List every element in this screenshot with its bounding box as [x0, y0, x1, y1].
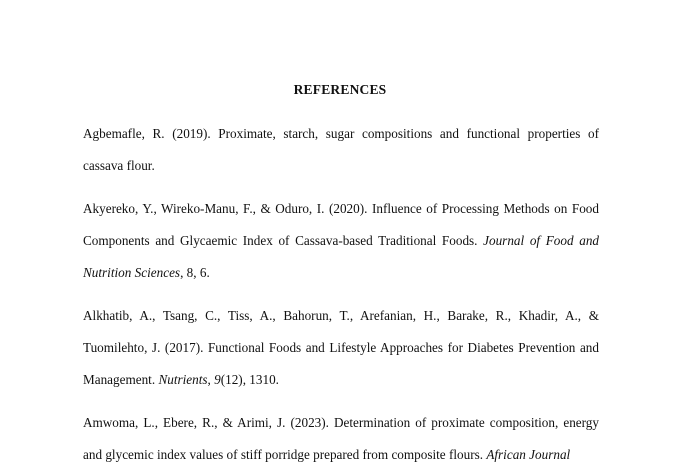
- reference-list: [83, 118, 599, 471]
- reference-entry: [83, 407, 599, 471]
- journal-title: Nutrients: [158, 372, 208, 387]
- journal-title: African Journal: [486, 447, 571, 462]
- references-heading: REFERENCES: [293, 82, 387, 97]
- reference-entry: [83, 193, 599, 289]
- reference-separator: ,: [207, 372, 215, 387]
- reference-text: Agbemafle, R. (2019). Proximate, starch, sugar compositions and functional properties of cassava flour.: [83, 126, 599, 173]
- volume-number: 9: [214, 372, 221, 387]
- reference-entry: [83, 118, 599, 182]
- reference-text: Amwoma, L., Ebere, R., & Arimi, J. (2023). Determination of proximate composition, energy and glycemic index values of stiff porridge prepared from composite flours.: [83, 415, 599, 462]
- reference-details: (12), 1310.: [220, 372, 279, 387]
- reference-text: Alkhatib, A., Tsang, C., Tiss, A., Bahorun, T., Arefanian, H., Barake, R., Khadir, A., & Tuomilehto, J. (2017). Functional Foods and Lifestyle Approaches for Diabetes Prevention and Management.: [83, 308, 599, 387]
- reference-text: Akyereko, Y., Wireko-Manu, F., & Oduro, I. (2020). Influence of Processing Methods on Food Components and Glycaemic Index of Cassava-based Traditional Foods.: [83, 201, 599, 248]
- reference-entry: [83, 300, 599, 396]
- reference-details: , 8, 6.: [180, 265, 210, 280]
- journal-title: Journal of Food and Nutrition Sciences: [83, 233, 600, 280]
